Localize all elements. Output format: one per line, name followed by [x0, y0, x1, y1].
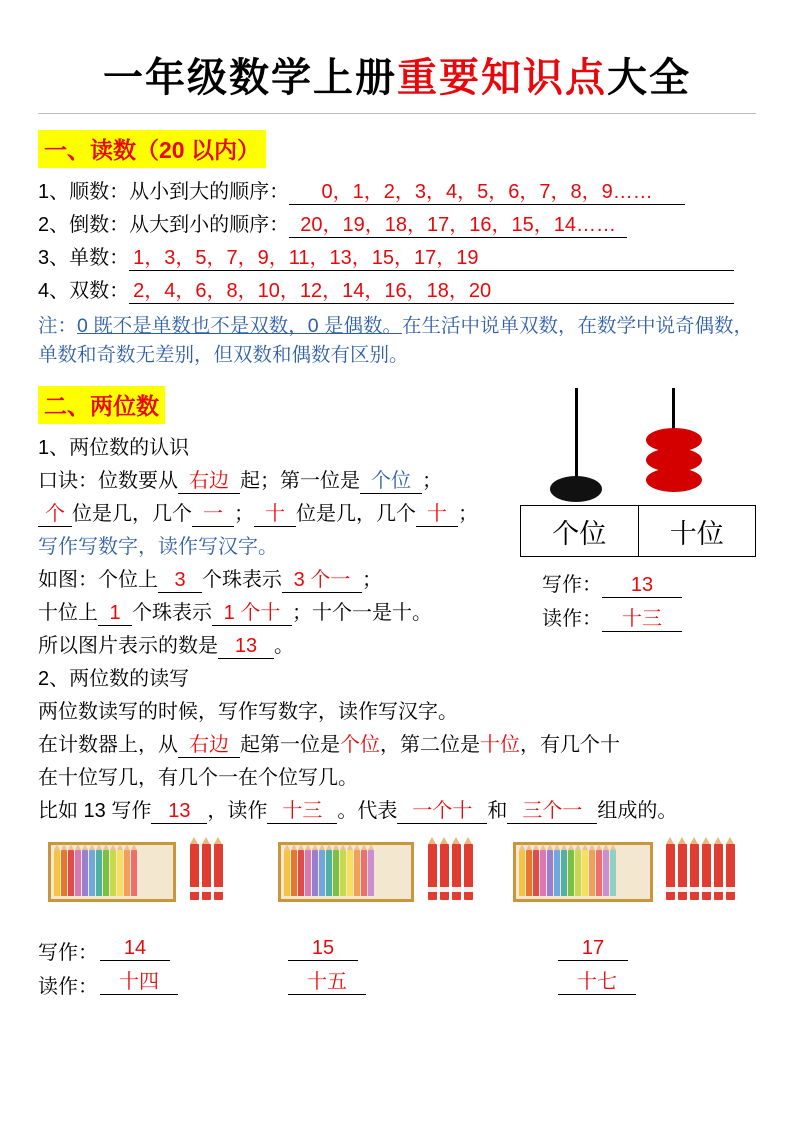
p4-a: 比如 13 写作 — [38, 800, 152, 822]
koujue-2c: 一 — [192, 502, 234, 527]
section-1-item-3 — [38, 242, 756, 275]
section-2-p2 — [38, 729, 756, 762]
suoyi-v: 13 — [218, 634, 274, 659]
crayon — [89, 850, 95, 896]
p2-a: 在计数器上，从 — [38, 734, 178, 756]
pencil — [428, 844, 437, 900]
item-label: 1、顺数：从小到大的顺序： — [38, 181, 290, 203]
table-row — [521, 506, 756, 557]
rutu-a: 个位上 — [98, 569, 158, 591]
note-rest: 在生活中说单双数，在数学中说奇偶数，单数和奇数无差别，但双数和偶数有区别。 — [38, 315, 754, 366]
p2-f: 十位 — [480, 734, 520, 756]
place-value-table — [520, 505, 756, 557]
crayon — [96, 850, 102, 896]
crayon — [110, 850, 116, 896]
crayon — [526, 850, 532, 896]
crayon — [561, 850, 567, 896]
shiwei-v2: 1 个十 — [212, 601, 292, 626]
pencil — [190, 844, 199, 900]
koujue-line-2 — [38, 498, 508, 531]
crayon — [554, 850, 560, 896]
section-2-heading: 二、两位数 — [38, 386, 165, 424]
crayon — [547, 850, 553, 896]
crayon — [519, 850, 525, 896]
crayon-box-3 — [513, 842, 653, 902]
p2-e: ，第二位是 — [380, 734, 480, 756]
p4-c: 。代表 — [337, 800, 398, 822]
bottom-read-3: 十七 — [558, 970, 636, 995]
crayon — [117, 850, 123, 896]
crayon — [75, 850, 81, 896]
rutu-c: ； — [362, 569, 382, 591]
crayon — [103, 850, 109, 896]
crayon — [82, 850, 88, 896]
crayon — [68, 850, 74, 896]
crayon — [596, 850, 602, 896]
crayon — [575, 850, 581, 896]
pencil — [214, 844, 223, 900]
crayon — [319, 850, 325, 896]
pencil-group-2 — [428, 844, 473, 900]
abacus-write-row — [520, 569, 756, 601]
item-value: 0，1，2，3，4，5，6，7，8，9…… — [289, 180, 685, 205]
koujue-2g: 十 — [416, 502, 458, 527]
pencil — [440, 844, 449, 900]
section-2-p4 — [38, 795, 756, 828]
p4-v2: 十三 — [267, 799, 337, 824]
abacus-read-row — [520, 603, 756, 635]
section-2-sub1: 1、两位数的认识 — [38, 437, 190, 459]
rutu-v1: 3 — [158, 568, 202, 593]
note-underlined: 0 既不是单数也不是双数，0 是偶数。 — [77, 315, 403, 337]
p4-v4: 三个一 — [507, 799, 597, 824]
rutu-b: 个珠表示 — [202, 569, 282, 591]
koujue-2a: 个 — [38, 502, 72, 527]
crayon — [124, 850, 130, 896]
shiwei-a: 十位上 — [38, 602, 98, 624]
section-1 — [38, 114, 756, 370]
pencil — [714, 844, 723, 900]
abacus-illustration — [520, 388, 756, 635]
bottom-read-1: 十四 — [100, 970, 178, 995]
page-content — [38, 46, 756, 1000]
place-cell-ones: 个位 — [521, 506, 639, 557]
shiwei-v1: 1 — [98, 601, 132, 626]
crayon — [284, 850, 290, 896]
suoyi-a: 所以图片表示的数是 — [38, 635, 218, 657]
rutu-v2: 3 个一 — [282, 568, 362, 593]
crayon — [347, 850, 353, 896]
crayon — [361, 850, 367, 896]
crayon — [340, 850, 346, 896]
item-label: 3、单数： — [38, 247, 130, 269]
bottom-write-label: 写作： — [38, 942, 98, 964]
section-2-p1: 两位数读写的时候，写作写数字，读作写汉字。 — [38, 701, 458, 723]
pencil-group-3 — [666, 844, 735, 900]
note-prefix: 注： — [38, 315, 78, 337]
read-label: 读作： — [542, 608, 602, 630]
crayon — [568, 850, 574, 896]
pencil — [726, 844, 735, 900]
shiwei-line — [38, 597, 508, 630]
crayon — [533, 850, 539, 896]
koujue-2e: 十 — [254, 502, 296, 527]
koujue-2d: ； — [234, 503, 254, 525]
bottom-read-2: 十五 — [288, 970, 366, 995]
pencil-group-1 — [190, 844, 223, 900]
koujue-2b: 位是几，几个 — [72, 503, 192, 525]
item-label: 2、倒数：从大到小的顺序： — [38, 214, 290, 236]
section-2-text — [38, 432, 508, 696]
koujue-1a: 位数要从 — [98, 470, 178, 492]
pencil — [464, 844, 473, 900]
section-1-note — [38, 312, 756, 370]
pencil — [452, 844, 461, 900]
crayon — [61, 850, 67, 896]
rutu-label: 如图： — [38, 569, 98, 591]
p2-b: 右边 — [178, 733, 240, 758]
read-value: 十三 — [602, 607, 682, 632]
pencil — [678, 844, 687, 900]
p2-c: 起第一位是 — [240, 734, 340, 756]
koujue-line-3: 写作写数字，读作写汉字。 — [38, 536, 278, 558]
koujue-2h: ； — [458, 503, 478, 525]
pencil — [666, 844, 675, 900]
abacus-frame — [520, 388, 756, 503]
section-2-sub2: 2、两位数的读写 — [38, 668, 190, 690]
crayon — [589, 850, 595, 896]
section-2 — [38, 370, 756, 828]
crayon — [291, 850, 297, 896]
bottom-illustrations — [38, 842, 756, 920]
crayon — [298, 850, 304, 896]
title-part2: 大全 — [607, 56, 691, 100]
suoyi-b: 。 — [274, 635, 294, 657]
bottom-write-2: 15 — [288, 936, 358, 961]
koujue-1e: ； — [422, 470, 442, 492]
koujue-1c: 起；第一位是 — [240, 470, 360, 492]
section-1-heading: 一、读数（20 以内） — [38, 130, 266, 168]
crayon — [131, 850, 137, 896]
title-part1: 一年级数学上册 — [103, 56, 397, 100]
koujue-label: 口诀： — [38, 470, 98, 492]
p4-d: 和 — [487, 800, 508, 822]
bottom-write-row — [38, 936, 756, 966]
page-title — [38, 46, 756, 114]
pencil — [702, 844, 711, 900]
place-cell-tens: 十位 — [638, 506, 756, 557]
p4-e: 组成的。 — [597, 800, 678, 822]
section-1-item-2 — [38, 209, 756, 242]
abacus-bead-tens-3 — [646, 468, 702, 492]
p2-d: 个位 — [340, 734, 380, 756]
item-value: 2，4，6，8，10，12，14，16，18，20 — [129, 279, 734, 304]
koujue-2f: 位是几，几个 — [296, 503, 416, 525]
pencil — [202, 844, 211, 900]
rutu-line — [38, 564, 508, 597]
crayon — [603, 850, 609, 896]
crayon — [540, 850, 546, 896]
item-value: 20，19，18，17，16，15，14…… — [289, 213, 627, 238]
item-value: 1，3，5，7，9，11，13，15，17，19 — [129, 246, 734, 271]
crayon — [368, 850, 374, 896]
section-1-item-4 — [38, 275, 756, 308]
suoyi-line — [38, 630, 508, 663]
koujue-line-1 — [38, 465, 508, 498]
crayon — [305, 850, 311, 896]
abacus-bead-ones-1 — [550, 476, 602, 502]
p4-v3: 一个十 — [397, 799, 487, 824]
crayon — [326, 850, 332, 896]
crayon-box-1 — [48, 842, 176, 902]
bottom-read-label: 读作： — [38, 976, 98, 998]
shiwei-b: 个珠表示 — [132, 602, 212, 624]
p4-b: ，读作 — [207, 800, 268, 822]
write-label: 写作： — [542, 574, 602, 596]
koujue-1b: 右边 — [178, 469, 240, 494]
shiwei-c: ；十个一是十。 — [292, 602, 432, 624]
crayon — [610, 850, 616, 896]
section-1-item-1 — [38, 176, 756, 209]
bottom-read-row — [38, 970, 756, 1000]
pencil — [690, 844, 699, 900]
item-label: 4、双数： — [38, 280, 130, 302]
write-value: 13 — [602, 573, 682, 598]
p2-g: ，有几个十 — [520, 734, 620, 756]
p4-v1: 13 — [151, 799, 207, 824]
bottom-write-3: 17 — [558, 936, 628, 961]
crayon-box-2 — [278, 842, 414, 902]
koujue-1d: 个位 — [360, 469, 422, 494]
crayon — [333, 850, 339, 896]
bottom-write-1: 14 — [100, 936, 170, 961]
section-2-p3: 在十位写几，有几个一在个位写几。 — [38, 767, 358, 789]
crayon — [54, 850, 60, 896]
title-highlight: 重要知识点 — [397, 56, 607, 100]
crayon — [312, 850, 318, 896]
crayon — [582, 850, 588, 896]
crayon — [354, 850, 360, 896]
